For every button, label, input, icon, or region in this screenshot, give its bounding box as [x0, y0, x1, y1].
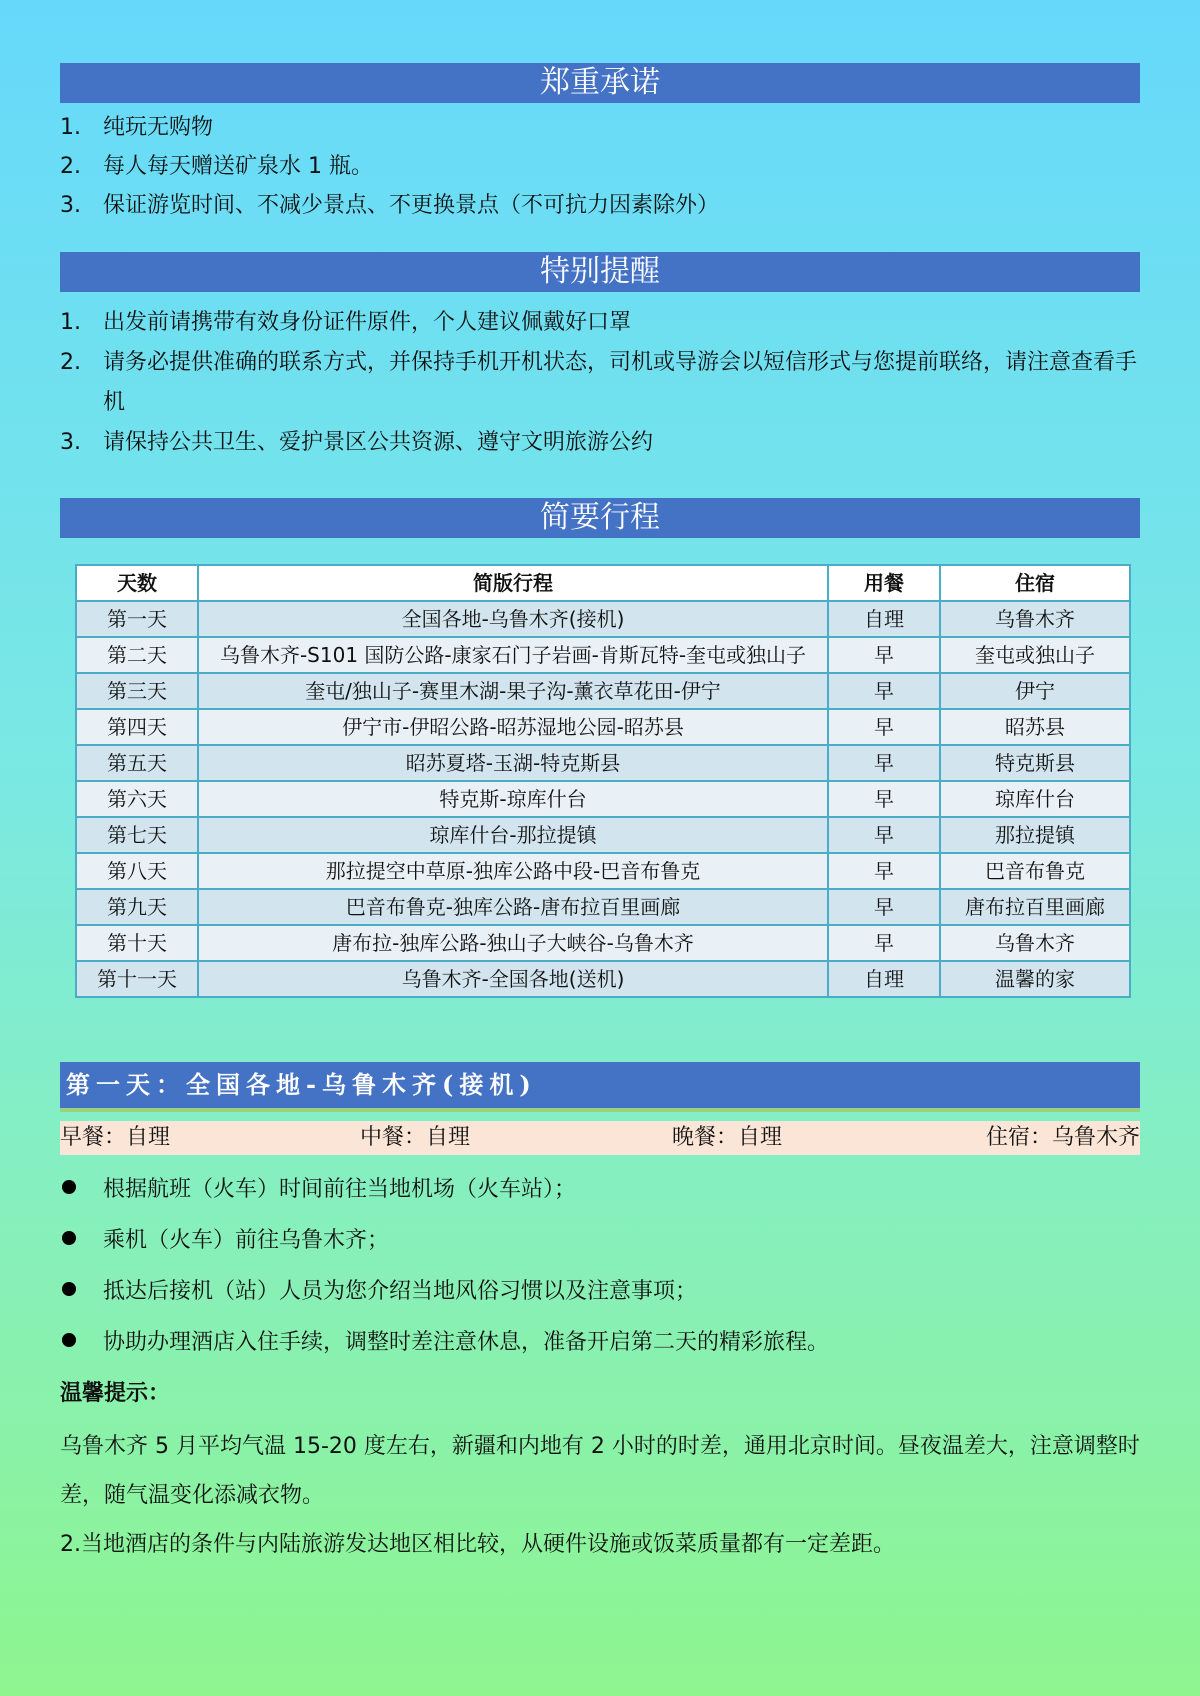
bullet-icon [62, 1333, 76, 1347]
item-number: 2. [60, 350, 81, 375]
cell-day: 第九天 [76, 889, 198, 925]
list-item [60, 1172, 1140, 1223]
itinerary-section-title: 简要行程 [60, 498, 1140, 538]
cell-meals: 早 [828, 889, 940, 925]
cell-lodging: 伊宁 [940, 673, 1130, 709]
bullet-icon [62, 1282, 76, 1296]
cell-meals: 早 [828, 925, 940, 961]
table-row [76, 817, 1130, 853]
cell-meals: 自理 [828, 961, 940, 997]
cell-meals: 早 [828, 745, 940, 781]
cell-lodging: 琼库什台 [940, 781, 1130, 817]
item-text: 出发前请携带有效身份证件原件，个人建议佩戴好口罩 [103, 310, 632, 335]
day1-bullet-list [60, 1172, 1140, 1376]
cell-lodging: 乌鲁木齐 [940, 925, 1130, 961]
item-text: 请务必提供准确的联系方式，并保持手机开机状态，司机或导游会以短信形式与您提前联络，请注意查看手机 [103, 350, 1138, 415]
table-header-row [76, 565, 1130, 601]
list-item [60, 186, 1140, 225]
cell-day: 第十天 [76, 925, 198, 961]
table-row [76, 853, 1130, 889]
list-item [60, 1274, 1140, 1325]
cell-route: 昭苏夏塔-玉湖-特克斯县 [198, 745, 828, 781]
dinner-info: 晚餐：自理 [672, 1125, 783, 1150]
cell-meals: 早 [828, 853, 940, 889]
cell-day: 第八天 [76, 853, 198, 889]
cell-day: 第七天 [76, 817, 198, 853]
header-day: 天数 [76, 565, 198, 601]
item-number: 3. [60, 430, 81, 455]
cell-route: 伊宁市-伊昭公路-昭苏湿地公园-昭苏县 [198, 709, 828, 745]
lunch-info: 中餐：自理 [360, 1125, 471, 1150]
cell-lodging: 乌鲁木齐 [940, 601, 1130, 637]
list-item [60, 343, 1140, 423]
cell-lodging: 温馨的家 [940, 961, 1130, 997]
item-text: 保证游览时间、不减少景点、不更换景点（不可抗力因素除外） [103, 193, 720, 218]
list-item [60, 1325, 1140, 1376]
cell-day: 第二天 [76, 637, 198, 673]
header-meals: 用餐 [828, 565, 940, 601]
bullet-text: 根据航班（火车）时间前往当地机场（火车站）； [103, 1177, 577, 1202]
cell-meals: 早 [828, 817, 940, 853]
promise-section-title: 郑重承诺 [60, 63, 1140, 103]
day1-meal-bar [60, 1121, 1140, 1155]
list-item [60, 423, 1140, 463]
item-text: 请保持公共卫生、爱护景区公共资源、遵守文明旅游公约 [103, 430, 654, 455]
table-row [76, 925, 1130, 961]
cell-route: 奎屯/独山子-赛里木湖-果子沟-薰衣草花田-伊宁 [198, 673, 828, 709]
cell-route: 乌鲁木齐-S101 国防公路-康家石门子岩画-肯斯瓦特-奎屯或独山子 [198, 637, 828, 673]
cell-route: 乌鲁木齐-全国各地(送机) [198, 961, 828, 997]
cell-route: 全国各地-乌鲁木齐(接机) [198, 601, 828, 637]
table-row [76, 745, 1130, 781]
cell-route: 那拉提空中草原-独库公路中段-巴音布鲁克 [198, 853, 828, 889]
item-number: 2. [60, 154, 81, 179]
bullet-text: 抵达后接机（站）人员为您介绍当地风俗习惯以及注意事项； [103, 1279, 698, 1304]
cell-day: 第六天 [76, 781, 198, 817]
cell-lodging: 奎屯或独山子 [940, 637, 1130, 673]
bullet-icon [62, 1180, 76, 1194]
table-row [76, 961, 1130, 997]
tips-body [60, 1422, 1140, 1569]
itinerary-table [75, 564, 1131, 998]
item-number: 3. [60, 193, 81, 218]
table-row [76, 781, 1130, 817]
cell-lodging: 唐布拉百里画廊 [940, 889, 1130, 925]
day1-title-text: 第一天：全国各地-乌鲁木齐(接机) [66, 1070, 537, 1099]
cell-day: 第一天 [76, 601, 198, 637]
cell-lodging: 巴音布鲁克 [940, 853, 1130, 889]
table-row [76, 673, 1130, 709]
cell-lodging: 那拉提镇 [940, 817, 1130, 853]
cell-route: 特克斯-琼库什台 [198, 781, 828, 817]
tip-paragraph: 乌鲁木齐 5 月平均气温 15-20 度左右，新疆和内地有 2 小时的时差，通用北京时间。昼夜温差大，注意调整时差，随气温变化添减衣物。 [60, 1434, 1140, 1508]
cell-lodging: 特克斯县 [940, 745, 1130, 781]
list-item [60, 303, 1140, 343]
table-row [76, 601, 1130, 637]
lodging-info: 住宿：乌鲁木齐 [985, 1125, 1140, 1150]
table-row [76, 889, 1130, 925]
cell-route: 琼库什台-那拉提镇 [198, 817, 828, 853]
cell-lodging: 昭苏县 [940, 709, 1130, 745]
reminder-section-title: 特别提醒 [60, 252, 1140, 292]
list-item [60, 147, 1140, 186]
item-text: 纯玩无购物 [103, 115, 214, 140]
tip-paragraph: 2.当地酒店的条件与内陆旅游发达地区相比较，从硬件设施或饭菜质量都有一定差距。 [60, 1532, 895, 1557]
cell-day: 第三天 [76, 673, 198, 709]
item-text: 每人每天赠送矿泉水 1 瓶。 [103, 154, 373, 179]
bullet-icon [62, 1231, 76, 1245]
tips-title: 温馨提示： [60, 1381, 171, 1406]
header-route: 简版行程 [198, 565, 828, 601]
bullet-text: 乘机（火车）前往乌鲁木齐； [103, 1228, 390, 1253]
reminder-list [60, 303, 1140, 463]
cell-day: 第四天 [76, 709, 198, 745]
table-row [76, 637, 1130, 673]
list-item [60, 1223, 1140, 1274]
item-number: 1. [60, 115, 81, 140]
cell-meals: 早 [828, 673, 940, 709]
cell-meals: 早 [828, 637, 940, 673]
cell-day: 第十一天 [76, 961, 198, 997]
cell-route: 巴音布鲁克-独库公路-唐布拉百里画廊 [198, 889, 828, 925]
header-lodging: 住宿 [940, 565, 1130, 601]
cell-day: 第五天 [76, 745, 198, 781]
item-number: 1. [60, 310, 81, 335]
cell-route: 唐布拉-独库公路-独山子大峡谷-乌鲁木齐 [198, 925, 828, 961]
list-item [60, 108, 1140, 147]
cell-meals: 早 [828, 781, 940, 817]
bullet-text: 协助办理酒店入住手续，调整时差注意休息，准备开启第二天的精彩旅程。 [103, 1330, 830, 1355]
cell-meals: 早 [828, 709, 940, 745]
promise-list [60, 108, 1140, 225]
day1-title [60, 1062, 1140, 1112]
table-row [76, 709, 1130, 745]
cell-meals: 自理 [828, 601, 940, 637]
breakfast-info: 早餐：自理 [60, 1125, 171, 1150]
